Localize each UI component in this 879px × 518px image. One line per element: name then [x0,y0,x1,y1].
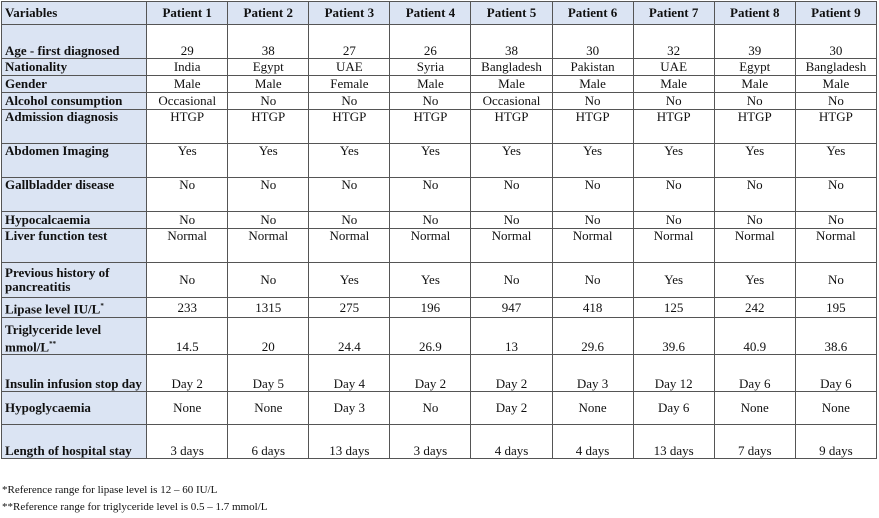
table-cell: Bangladesh [471,59,552,76]
table-cell: Male [228,76,309,93]
row-label [2,298,147,318]
table-cell: 242 [714,298,795,318]
table-cell: 26 [390,25,471,59]
table-cell: UAE [309,59,390,76]
table-cell: 30 [552,25,633,59]
table-cell: Normal [795,229,876,263]
table-cell: No [228,212,309,229]
table-cell: No [147,263,228,298]
table-cell: Day 3 [552,355,633,392]
table-cell: No [633,212,714,229]
table-cell: No [552,178,633,212]
table-cell: 7 days [714,425,795,459]
table-cell: 125 [633,298,714,318]
table-cell: No [795,178,876,212]
header-patient-9: Patient 9 [795,2,876,25]
table-cell: Male [390,76,471,93]
table-cell: 26.9 [390,318,471,355]
table-row [2,263,877,298]
table-cell: Normal [552,229,633,263]
row-label-text: Nationality [5,59,68,74]
table-cell: 38 [471,25,552,59]
table-cell: No [795,212,876,229]
table-cell: Female [309,76,390,93]
table-cell: Day 2 [390,355,471,392]
table-row [2,59,877,76]
row-label-text: Insulin infusion stop day [5,376,142,391]
table-cell: No [147,178,228,212]
table-cell: 1315 [228,298,309,318]
header-patient-5: Patient 5 [471,2,552,25]
row-label [2,425,147,459]
table-cell: None [795,392,876,425]
table-cell: No [228,178,309,212]
table-cell: HTGP [633,110,714,144]
header-variables: Variables [2,2,147,25]
table-cell: 14.5 [147,318,228,355]
table-cell: 39.6 [633,318,714,355]
table-header-row [2,2,877,25]
table-cell: Egypt [714,59,795,76]
row-label-text: Hypoglycaemia [5,400,91,415]
table-cell: HTGP [552,110,633,144]
table-cell: 29.6 [552,318,633,355]
table-cell: 4 days [471,425,552,459]
table-cell: No [714,212,795,229]
table-cell: Syria [390,59,471,76]
table-cell: Male [552,76,633,93]
table-cell: HTGP [714,110,795,144]
table-row [2,355,877,392]
row-label-text: Admission diagnosis [5,109,119,124]
footnote-lipase: *Reference range for lipase level is 12 – 60 IU/L [2,484,218,496]
table-cell: No [633,178,714,212]
table-row [2,110,877,144]
table-cell: 6 days [228,425,309,459]
table-cell: HTGP [147,110,228,144]
table-cell: 13 days [309,425,390,459]
table-cell: No [309,212,390,229]
table-row [2,229,877,263]
row-label-text: Gallbladder disease [5,177,115,192]
table-cell: Yes [309,144,390,178]
table-cell: None [228,392,309,425]
table-cell: Day 2 [471,392,552,425]
table-cell: 32 [633,25,714,59]
table-cell: No [390,93,471,110]
table-cell: Normal [633,229,714,263]
table-row [2,76,877,93]
table-row [2,93,877,110]
table-cell: Day 3 [309,392,390,425]
table-cell: Day 12 [633,355,714,392]
table-cell: Day 6 [633,392,714,425]
table-cell: 13 days [633,425,714,459]
table-cell: 4 days [552,425,633,459]
table-cell: Day 4 [309,355,390,392]
table-cell: Male [147,76,228,93]
table-cell: 24.4 [309,318,390,355]
table-cell: Yes [714,263,795,298]
row-label [2,59,147,76]
row-label-text: Triglyceride level mmol/L [5,321,102,354]
table-cell: 39 [714,25,795,59]
table-cell: No [552,263,633,298]
table-cell: No [147,212,228,229]
table-row [2,178,877,212]
table-cell: UAE [633,59,714,76]
header-patient-6: Patient 6 [552,2,633,25]
table-cell: No [390,212,471,229]
table-cell: No [228,263,309,298]
table-cell: Day 6 [795,355,876,392]
table-cell: Male [471,76,552,93]
row-label-text: Gender [5,76,47,91]
table-cell: No [471,178,552,212]
table-cell: HTGP [228,110,309,144]
table-cell: Yes [390,263,471,298]
table-cell: Male [714,76,795,93]
table-cell: Yes [309,263,390,298]
header-patient-1: Patient 1 [147,2,228,25]
table-cell: 275 [309,298,390,318]
row-label-text: Previous history of pancreatitis [5,265,110,294]
table-cell: India [147,59,228,76]
table-cell: None [714,392,795,425]
row-label-text: Age - first diagnosed [5,43,120,58]
table-body [2,25,877,459]
table-cell: Yes [228,144,309,178]
row-label [2,229,147,263]
table-cell: Yes [552,144,633,178]
row-label [2,318,147,355]
table-cell: 195 [795,298,876,318]
table-cell: No [552,212,633,229]
table-cell: No [471,212,552,229]
table-cell: Normal [390,229,471,263]
table-cell: None [147,392,228,425]
footnote-triglyceride: **Reference range for triglyceride level is 0.5 – 1.7 mmol/L [2,501,268,513]
table-cell: Normal [228,229,309,263]
row-label-text: Alcohol consumption [5,93,123,108]
patient-table [1,1,877,459]
table-row [2,212,877,229]
row-label [2,110,147,144]
table-cell: 38 [228,25,309,59]
table-cell: No [390,392,471,425]
table-cell: HTGP [795,110,876,144]
header-patient-8: Patient 8 [714,2,795,25]
table-cell: Yes [633,263,714,298]
header-patient-4: Patient 4 [390,2,471,25]
row-label [2,263,147,298]
table-cell: 418 [552,298,633,318]
table-cell: HTGP [390,110,471,144]
table-cell: 29 [147,25,228,59]
table-cell: 196 [390,298,471,318]
table-cell: Day 6 [714,355,795,392]
table-row [2,425,877,459]
table-cell: None [552,392,633,425]
table-cell: Male [633,76,714,93]
row-label-text: Abdomen Imaging [5,143,109,158]
table-cell: No [633,93,714,110]
row-label [2,144,147,178]
table-cell: No [795,93,876,110]
table-cell: No [471,263,552,298]
table-cell: Normal [147,229,228,263]
row-label [2,392,147,425]
table-cell: 3 days [147,425,228,459]
table-cell: No [390,178,471,212]
table-cell: Yes [633,144,714,178]
table-cell: 947 [471,298,552,318]
row-label [2,93,147,110]
table-cell: Occasional [471,93,552,110]
table-cell: Egypt [228,59,309,76]
table-cell: No [714,178,795,212]
table-cell: No [795,263,876,298]
table-row [2,298,877,318]
table-cell: No [309,178,390,212]
table-cell: Normal [309,229,390,263]
table-cell: 233 [147,298,228,318]
table-cell: Yes [147,144,228,178]
table-row [2,392,877,425]
table-cell: Day 5 [228,355,309,392]
row-label-text: Lipase level IU/L [5,301,101,317]
table-cell: Yes [714,144,795,178]
table-row [2,25,877,59]
row-label-text: Length of hospital stay [5,443,132,458]
header-patient-3: Patient 3 [309,2,390,25]
table-cell: 27 [309,25,390,59]
table-cell: HTGP [471,110,552,144]
header-patient-2: Patient 2 [228,2,309,25]
row-label-text: Hypocalcaemia [5,212,91,227]
row-label-footnote-mark: * [100,301,104,310]
row-label [2,355,147,392]
table-cell: Pakistan [552,59,633,76]
table-cell: No [228,93,309,110]
row-label-text: Liver function test [5,228,108,243]
table-cell: 3 days [390,425,471,459]
table-cell: No [552,93,633,110]
table-cell: Day 2 [147,355,228,392]
table-cell: No [309,93,390,110]
header-patient-7: Patient 7 [633,2,714,25]
table-cell: 38.6 [795,318,876,355]
row-label [2,212,147,229]
table-cell: Male [795,76,876,93]
table-row [2,318,877,355]
row-label [2,25,147,59]
table-cell: Bangladesh [795,59,876,76]
row-label [2,178,147,212]
table-cell: Normal [471,229,552,263]
table-cell: Yes [390,144,471,178]
row-label-footnote-mark: ** [49,339,57,348]
table-row [2,144,877,178]
table-cell: 30 [795,25,876,59]
table-cell: 20 [228,318,309,355]
table-cell: HTGP [309,110,390,144]
table-cell: No [714,93,795,110]
table-cell: Day 2 [471,355,552,392]
table-cell: 13 [471,318,552,355]
table-cell: Normal [714,229,795,263]
table-cell: Occasional [147,93,228,110]
table-cell: 40.9 [714,318,795,355]
table-cell: Yes [471,144,552,178]
table-cell: Yes [795,144,876,178]
row-label [2,76,147,93]
table-cell: 9 days [795,425,876,459]
